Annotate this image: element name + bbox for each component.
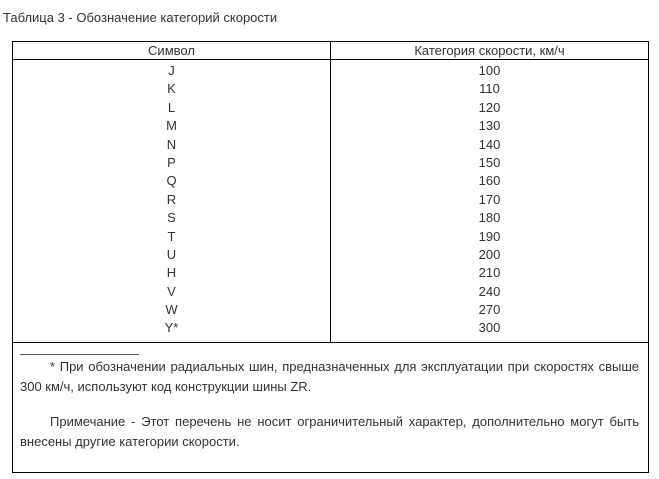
cell-symbol: R	[166, 191, 177, 207]
cell-speed: 270	[478, 302, 501, 318]
cell-symbol: H	[166, 265, 177, 281]
table-row	[13, 228, 648, 246]
cell-speed: 170	[478, 191, 501, 207]
cell-symbol: W	[165, 302, 178, 318]
table-bottom-rule	[13, 342, 648, 343]
table-row	[13, 117, 648, 135]
cell-speed: 130	[478, 118, 501, 134]
speed-category-table	[12, 41, 649, 473]
cell-symbol: Y*	[164, 320, 179, 336]
cell-speed: 210	[478, 265, 501, 281]
table-row	[13, 209, 648, 227]
cell-symbol: Q	[166, 173, 177, 189]
cell-speed: 300	[478, 320, 501, 336]
table-row	[13, 136, 648, 154]
cell-speed: 110	[479, 81, 500, 97]
table-body	[13, 62, 648, 338]
cell-speed: 190	[478, 228, 501, 244]
cell-speed: 140	[478, 136, 501, 152]
cell-symbol: M	[166, 118, 177, 134]
note-text: Примечание - Этот перечень не носит ограничительный характер, дополнительно могут быть внесены другие категории скорости.	[20, 414, 639, 449]
cell-symbol: K	[167, 81, 176, 97]
cell-symbol: J	[168, 63, 175, 78]
table-row	[13, 319, 648, 337]
cell-symbol: P	[167, 154, 176, 170]
table-row	[13, 172, 648, 190]
table-row	[13, 99, 648, 117]
table-row	[13, 154, 648, 172]
header-speed-category: Категория скорости, км/ч	[414, 43, 565, 58]
cell-symbol: T	[167, 228, 176, 244]
cell-symbol: N	[166, 136, 177, 152]
table-row	[13, 246, 648, 264]
cell-speed: 120	[478, 99, 501, 115]
cell-speed: 160	[478, 173, 501, 189]
cell-symbol: V	[167, 283, 176, 299]
cell-symbol: L	[167, 99, 176, 115]
table-row	[13, 80, 648, 98]
table-row	[13, 191, 648, 209]
cell-speed: 150	[478, 154, 501, 170]
header-symbol: Символ	[148, 43, 195, 58]
cell-symbol: S	[167, 210, 176, 226]
footnote-separator	[20, 354, 139, 355]
cell-speed: 100	[478, 63, 501, 78]
table-row	[13, 264, 648, 282]
table-row	[13, 301, 648, 319]
table-row	[13, 283, 648, 301]
cell-symbol: U	[166, 246, 177, 262]
cell-speed: 200	[478, 246, 501, 262]
table-row	[13, 62, 648, 80]
cell-speed: 240	[478, 283, 501, 299]
footnote-text: * При обозначении радиальных шин, предназначенных для эксплуатации при скоростях свыше 300 км/ч, используют код конструкции шины ZR.	[20, 359, 639, 394]
cell-speed: 180	[478, 210, 501, 226]
table-caption: Таблица 3 - Обозначение категорий скорости	[3, 10, 278, 25]
